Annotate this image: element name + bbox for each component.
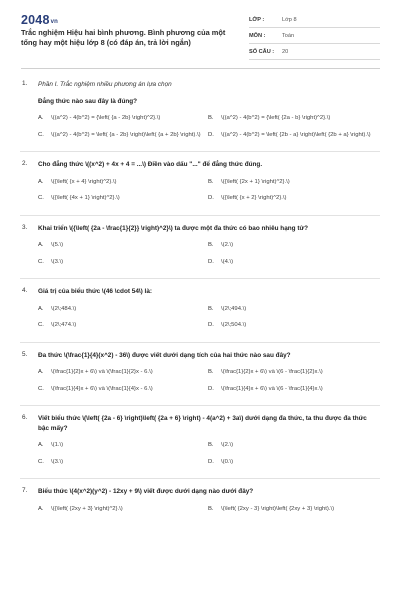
option-text: \(\frac{1}{2}x + 6\) và \(\frac{1}{2}x - 6.\) (51, 369, 153, 375)
section-title: Phần I. Trắc nghiệm nhiều phương án lựa chọn (38, 81, 172, 88)
option-a[interactable] (38, 441, 208, 450)
option-letter: B. (208, 178, 214, 185)
info-row-count (249, 44, 380, 60)
option-letter: C. (38, 258, 44, 265)
option-a[interactable] (38, 241, 208, 250)
question-number: 7. (22, 487, 28, 494)
option-letter: C. (38, 322, 44, 328)
question-divider (20, 278, 380, 279)
question-text: Biểu thức \(4(x^2)(y^2) - 12xy + 9\) viết được dưới dạng nào dưới đây? (38, 488, 254, 495)
option-d[interactable] (208, 321, 378, 330)
question-number: 3. (22, 223, 28, 231)
options (38, 305, 378, 338)
option-text: \(\frac{1}{2}x + 6\) và \(6 - \frac{1}{2}x.\) (221, 369, 323, 375)
question-divider (20, 342, 380, 343)
option-text: \(2\;474.\) (51, 322, 77, 328)
option-c[interactable] (38, 385, 208, 394)
option-b[interactable] (208, 505, 378, 514)
option-text: \(2\;484.\) (51, 305, 77, 312)
option-letter: B. (208, 505, 214, 512)
option-c[interactable] (38, 321, 208, 330)
question-text: Cho đẳng thức \((x^2) + 4x + 4 = ...\) Điền vào dấu "..." để đẳng thức đúng. (38, 161, 263, 168)
option-text: \(5.\) (51, 242, 64, 248)
question-2 (0, 160, 400, 211)
document-title: Trắc nghiệm Hiệu hai bình phương. Bình phương của một tổng hay một hiệu lớp 8 (có đáp án, trả lời ngắn) (21, 28, 226, 47)
option-text: \((a^2) - 4(b^2) = {\left( {2a - b} \right)^2}.\) (221, 115, 331, 121)
site-logo[interactable]: 2048vn (21, 13, 59, 27)
option-text: \({\left( {x + 2} \right)^2}.\) (221, 195, 287, 201)
option-text: \((a^2) - 4(b^2) = {\left( {a - 2b} \right)^2}.\) (51, 115, 161, 121)
info-row-class (249, 12, 380, 28)
question-number: 6. (22, 414, 28, 421)
info-label: MÔN : (249, 32, 266, 39)
question-7 (0, 487, 400, 521)
question-5 (0, 351, 400, 402)
option-text: \(0.\) (221, 458, 234, 465)
option-letter: A. (38, 505, 44, 512)
option-d[interactable] (208, 131, 378, 140)
option-text: \({\left( {x + 4} \right)^2}.\) (51, 178, 117, 185)
option-text: \(4.\) (221, 258, 234, 265)
option-text: \(2\;494.\) (221, 305, 247, 312)
option-text: \(3.\) (51, 258, 64, 265)
option-letter: D. (208, 322, 214, 328)
option-d[interactable] (208, 385, 378, 394)
question-divider (20, 405, 380, 406)
option-letter: B. (208, 305, 214, 312)
option-text: \(\left( {2xy - 3} \right)\left( {2xy + 3} \right).\) (221, 505, 335, 512)
question-4 (0, 287, 400, 338)
question-number: 5. (22, 350, 28, 358)
info-label: SỐ CÂU : (249, 48, 275, 55)
options (38, 441, 378, 474)
option-letter: C. (38, 131, 44, 138)
option-d[interactable] (208, 258, 378, 267)
option-text: \({\left( {2x + 1} \right)^2}.\) (221, 178, 290, 185)
option-letter: B. (208, 369, 214, 375)
option-letter: D. (208, 195, 214, 201)
option-d[interactable] (208, 194, 378, 203)
question-divider (20, 478, 380, 479)
option-text: \(3.\) (51, 458, 64, 465)
option-letter: C. (38, 385, 44, 392)
question-1 (0, 80, 400, 147)
option-a[interactable] (38, 178, 208, 187)
question-divider (20, 151, 380, 152)
option-text: \((a^2) - 4(b^2) = \left( {a - 2b} \right)\left( {a + 2b} \right).\) (51, 131, 201, 138)
option-letter: D. (208, 258, 214, 265)
option-letter: A. (38, 305, 44, 312)
option-c[interactable] (38, 258, 208, 267)
option-text: \(\frac{1}{4}x + 6\) và \(\frac{1}{4}x - 6.\) (51, 385, 153, 392)
option-letter: B. (208, 115, 214, 121)
option-b[interactable] (208, 305, 378, 314)
logo-suffix: vn (50, 19, 59, 25)
option-text: \(2\;504.\) (221, 322, 247, 328)
option-letter: A. (38, 115, 44, 121)
option-letter: C. (38, 195, 44, 201)
options (38, 114, 378, 147)
option-letter: D. (208, 131, 214, 138)
question-number: 4. (22, 287, 28, 294)
question-3 (0, 224, 400, 275)
question-number: 2. (22, 160, 28, 167)
option-b[interactable] (208, 441, 378, 450)
option-letter: A. (38, 442, 44, 448)
question-text: Viết biểu thức \(\left( {2a - 6} \right)\left( {2a + 6} \right) - 4(a^2) + 3a\) dưới dạng đa thức, ta thu được đa thức bậc mấy? (38, 415, 367, 432)
option-letter: D. (208, 458, 214, 465)
options (38, 178, 378, 211)
option-c[interactable] (38, 194, 208, 203)
option-letter: A. (38, 242, 44, 248)
option-text: \(2.\) (221, 242, 234, 248)
info-label: LỚP : (249, 16, 265, 23)
option-a[interactable] (38, 305, 208, 314)
worksheet-header (0, 0, 400, 68)
option-text: \((a^2) - 4(b^2) = \left( {2b - a} \right)\left( {2b + a} \right).\) (221, 131, 371, 138)
option-b[interactable] (208, 178, 378, 187)
option-text: \({\left( {2xy + 3} \right)^2}.\) (51, 505, 123, 512)
option-b[interactable] (208, 241, 378, 250)
question-text: Giá trị của biểu thức \(46 \cdot 54\) là: (38, 288, 153, 295)
question-6 (0, 414, 400, 474)
option-text: \(\frac{1}{4}x + 6\) và \(6 - \frac{1}{4}x.\) (221, 385, 323, 392)
option-b[interactable] (208, 114, 378, 123)
info-row-subject (249, 28, 380, 44)
option-letter: B. (208, 242, 214, 248)
options (38, 505, 378, 522)
option-a[interactable] (38, 114, 208, 123)
options (38, 241, 378, 274)
option-a[interactable] (38, 368, 208, 377)
option-text: \(1.\) (51, 442, 64, 448)
question-text: Khai triển \({\left( {2a - \frac{1}{2}} \right)^2}\) ta được một đa thức có bao nhiêu hạng tử? (38, 224, 309, 232)
option-c[interactable] (38, 131, 208, 140)
option-b[interactable] (208, 368, 378, 377)
option-letter: B. (208, 442, 214, 448)
option-d[interactable] (208, 458, 378, 467)
option-letter: A. (38, 369, 44, 375)
info-value: 20 (282, 48, 289, 55)
info-table (249, 12, 380, 60)
question-number: 1. (22, 80, 28, 87)
option-letter: D. (208, 385, 214, 392)
option-text: \({\left( {4x + 1} \right)^2}.\) (51, 195, 120, 201)
option-text: \(2.\) (221, 442, 234, 448)
question-text: Đa thức \(\frac{1}{4}(x^2) - 36\) được viết dưới dạng tích của hai thức nào sau đây? (38, 351, 291, 359)
question-list (0, 80, 400, 521)
option-c[interactable] (38, 458, 208, 467)
question-divider (20, 215, 380, 216)
info-value: Toán (282, 32, 295, 39)
option-letter: C. (38, 458, 44, 465)
header-divider (21, 68, 380, 69)
info-value: Lớp 8 (282, 16, 297, 23)
question-text: Đẳng thức nào sau đây là đúng? (38, 97, 138, 105)
option-letter: A. (38, 178, 44, 185)
option-a[interactable] (38, 505, 208, 514)
options (38, 368, 378, 401)
